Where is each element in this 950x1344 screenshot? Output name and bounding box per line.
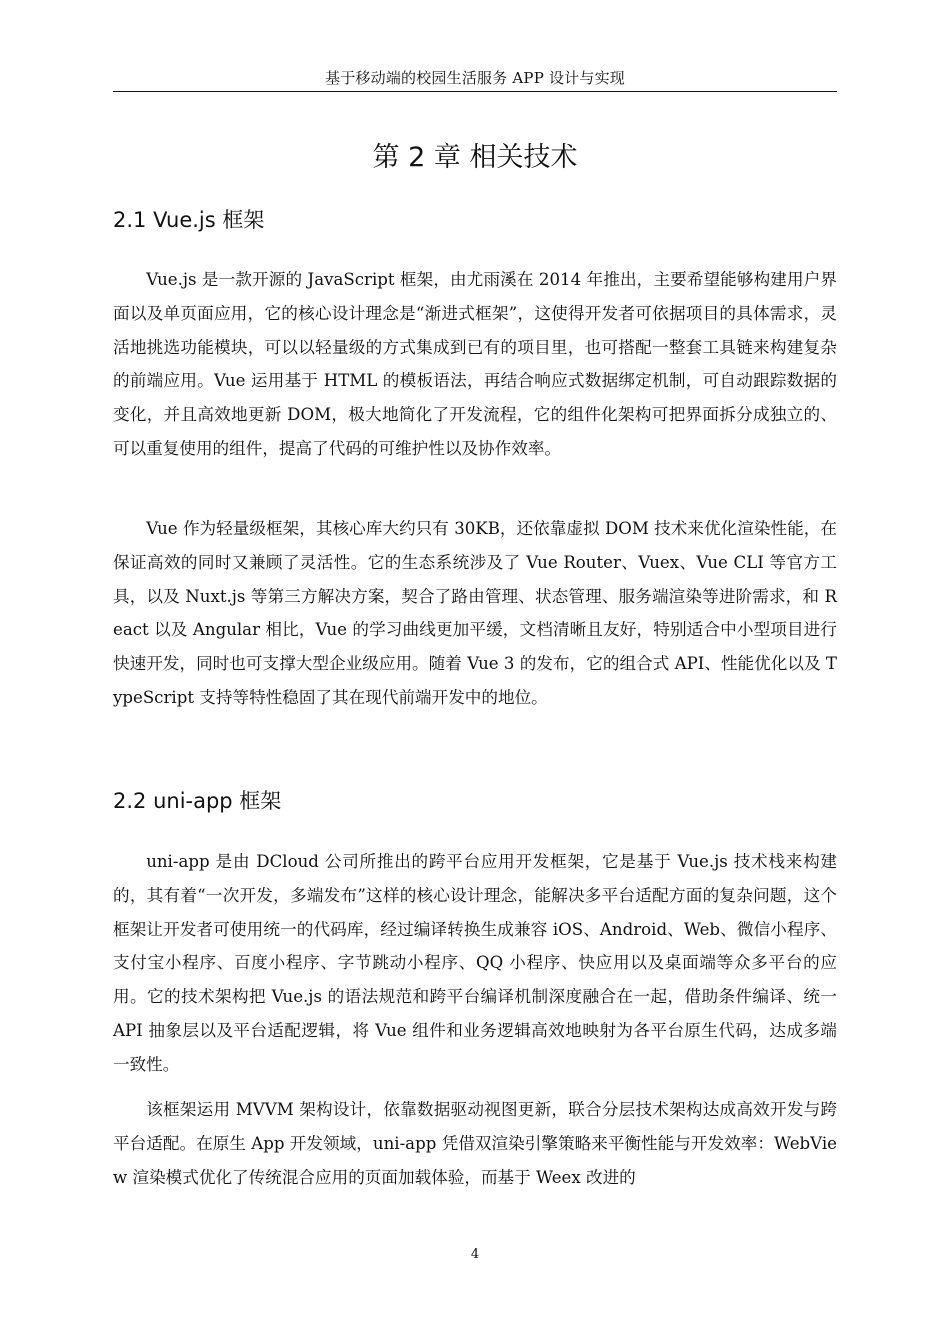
paragraph: 该框架运用 MVVM 架构设计，依靠数据驱动视图更新，联合分层技术架构达成高效开发与跨平台适配。在原生 App 开发领域，uni-app 凭借双渲染引擎策略来平衡性能与开发效率：WebView 渲染模式优化了传统混合应用的页面加载体验，而基于 Weex 改进的	[113, 1100, 837, 1187]
page-number: 4	[470, 1247, 480, 1262]
paragraph: uni-app 是由 DCloud 公司所推出的跨平台应用开发框架，它是基于 Vue.js 技术栈来构建的，其有着“一次开发，多端发布”这样的核心设计理念，能解决多平台适配方面的复杂问题，这个框架让开发者可使用统一的代码库，经过编译转换生成兼容 iOS、Android、Web、微信小程序、支付宝小程序、百度小程序、字节跳动小程序、QQ 小程序、快应用以及桌面端等众多平台的应用。它的技术架构把 Vue.js 的语法规范和跨平台编译机制深度融合在一起，借助条件编译、统一 API 抽象层以及平台适配逻辑，将 Vue 组件和业务逻辑高效地映射为各平台原生代码，达成多端一致性。	[113, 852, 837, 1074]
chapter-title: 第 2 章 相关技术	[372, 142, 578, 173]
paragraph: Vue 作为轻量级框架，其核心库大约只有 30KB，还依靠虚拟 DOM 技术来优化渲染性能，在保证高效的同时又兼顾了灵活性。它的生态系统涉及了 Vue Router、Vuex、Vue CLI 等官方工具，以及 Nuxt.js 等第三方解决方案，契合了路由管理、状态管理、服务端渲染等进阶需求，和 React 以及 Angular 相比，Vue 的学习曲线更加平缓，文档清晰且友好，特别适合中小型项目进行快速开发，同时也可支撑大型企业级应用。随着 Vue 3 的发布，它的组合式 API、性能优化以及 TypeScript 支持等特性稳固了其在现代前端开发中的地位。	[113, 519, 837, 707]
running-header: 基于移动端的校园生活服务 APP 设计与实现	[325, 69, 625, 87]
header-rule	[113, 91, 837, 92]
paragraph: Vue.js 是一款开源的 JavaScript 框架，由尤雨溪在 2014 年推出，主要希望能够构建用户界面以及单页面应用，它的核心设计理念是“渐进式框架”，这使得开发者可依据项目的具体需求，灵活地挑选功能模块，可以以轻量级的方式集成到已有的项目里，也可搭配一整套工具链来构建复杂的前端应用。Vue 运用基于 HTML 的模板语法，再结合响应式数据绑定机制，可自动跟踪数据的变化，并且高效地更新 DOM，极大地简化了开发流程，它的组件化架构可把界面拆分成独立的、可以重复使用的组件，提高了代码的可维护性以及协作效率。	[113, 270, 837, 458]
section-heading-uniapp: 2.2 uni-app 框架	[113, 789, 282, 813]
section-heading-vuejs: 2.1 Vue.js 框架	[113, 208, 265, 232]
